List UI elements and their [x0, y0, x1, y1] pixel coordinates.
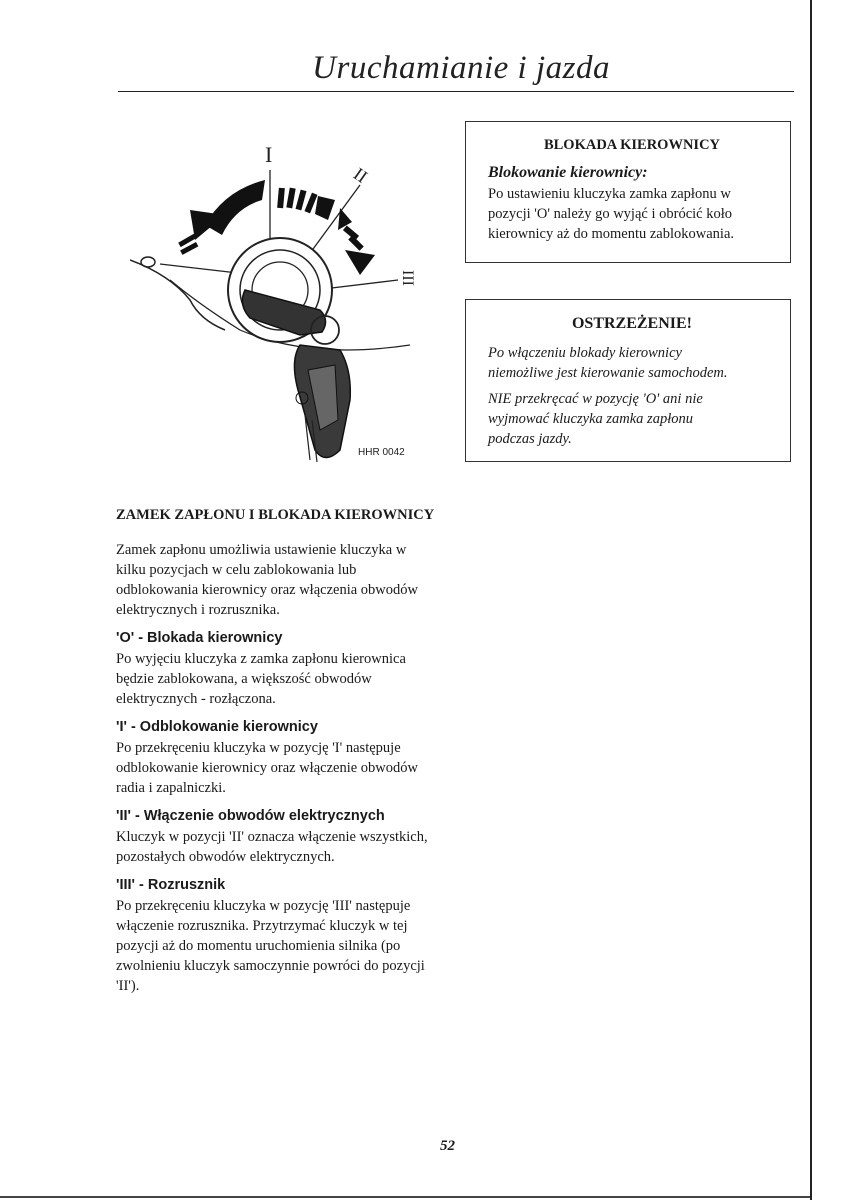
page-edge-right: [810, 0, 812, 1200]
warning-box: [465, 299, 791, 462]
text-line: radia i zapalniczki.: [116, 780, 226, 796]
steering-lock-box: [465, 121, 791, 263]
page-edge-bottom: [0, 1196, 810, 1198]
section-body-ii: [116, 827, 446, 867]
text-line: odblokowania kierownicy oraz włączenia obwodów: [116, 582, 418, 598]
text-line: pozycji aż do momentu uruchomienia silnika (po: [116, 938, 401, 954]
text-line: odblokowanie kierownicy oraz włączenie obwodów: [116, 760, 418, 776]
page-header-title: Uruchamianie i jazda: [312, 50, 610, 86]
text-line: elektrycznych - rozłączona.: [116, 691, 276, 707]
warning-line: niemożliwe jest kierowanie samochodem.: [488, 365, 728, 381]
position-marker-i: I: [265, 142, 273, 167]
section-body-o: [116, 649, 446, 709]
warning-line: podczas jazdy.: [488, 431, 572, 447]
intro-paragraph: [116, 540, 446, 620]
text-line: będzie zablokowana, a większość obwodów: [116, 671, 372, 687]
main-content: [116, 507, 446, 996]
warning-line: Po włączeniu blokady kierownicy: [488, 345, 682, 361]
section-title-i: 'I' - Odblokowanie kierownicy: [116, 719, 318, 735]
section-body-iii: [116, 896, 446, 996]
ignition-lock-figure: [130, 130, 430, 470]
main-heading: ZAMEK ZAPŁONU I BLOKADA KIEROWNICY: [116, 507, 435, 523]
text-line: Zamek zapłonu umożliwia ustawienie kluczyka w: [116, 542, 407, 558]
text-line: Po wyjęciu kluczyka z zamka zapłonu kierownica: [116, 651, 406, 667]
page-number: 52: [440, 1138, 455, 1154]
position-marker-iii: III: [399, 270, 416, 286]
section-body-i: [116, 738, 446, 798]
warning-para-1: [488, 343, 776, 383]
box-subtitle: Blokowanie kierownicy:: [488, 164, 648, 181]
figure-code: HHR 0042: [358, 447, 405, 458]
box-line: pozycji 'O' należy go wyjąć i obrócić koło: [488, 206, 732, 222]
text-line: kilku pozycjach w celu zablokowania lub: [116, 562, 357, 578]
warning-line: wyjmować kluczyka zamka zapłonu: [488, 411, 693, 427]
text-line: pozostałych obwodów elektrycznych.: [116, 849, 335, 865]
warning-line: NIE przekręcać w pozycję 'O' ani nie: [488, 391, 703, 407]
text-line: 'II').: [116, 978, 140, 994]
box-line: kierownicy aż do momentu zablokowania.: [488, 226, 735, 242]
text-line: elektrycznych i rozrusznika.: [116, 602, 280, 618]
header-rule: [118, 91, 794, 92]
position-marker-ii: II: [349, 163, 372, 187]
rotation-arrow: [205, 180, 265, 235]
text-line: zwolnieniu kluczyk samoczynnie powróci do pozycji: [116, 958, 425, 974]
box-title: BLOKADA KIEROWNICY: [543, 137, 721, 153]
box-line: Po ustawieniu kluczyka zamka zapłonu w: [488, 186, 731, 202]
warning-title: OSTRZEŻENIE!: [571, 315, 693, 332]
section-title-o: 'O' - Blokada kierownicy: [116, 630, 283, 646]
text-line: Po przekręceniu kluczyka w pozycję 'I' następuje: [116, 740, 401, 756]
text-line: włączenie rozrusznika. Przytrzymać kluczyk w tej: [116, 918, 408, 934]
section-title-ii: 'II' - Włączenie obwodów elektrycznych: [116, 808, 385, 824]
position-marker-o: [141, 257, 155, 267]
text-line: Po przekręceniu kluczyka w pozycję 'III' następuje: [116, 898, 411, 914]
warning-para-2: [488, 389, 776, 449]
text-line: Kluczyk w pozycji 'II' oznacza włączenie wszystkich,: [116, 829, 428, 845]
section-title-iii: 'III' - Rozrusznik: [116, 877, 226, 893]
